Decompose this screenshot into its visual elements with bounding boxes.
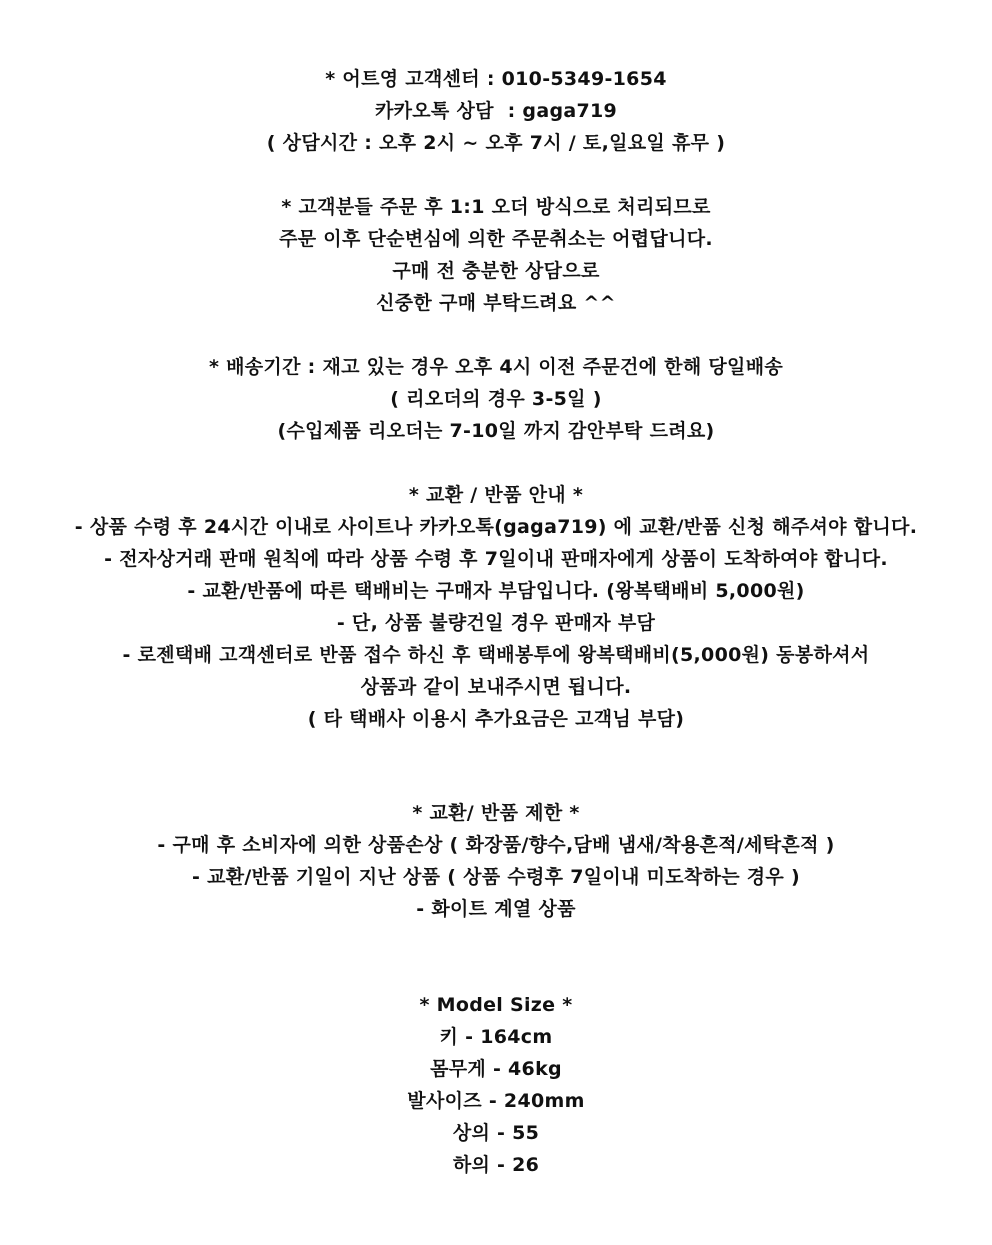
- order-notice-line: 신중한 구매 부탁드려요 ^^: [376, 292, 616, 314]
- contact-section: [0, 63, 992, 159]
- exchange-guide-line: ( 타 택배사 이용시 추가요금은 고객님 부담): [307, 708, 685, 730]
- exchange-guide-line: - 상품 수령 후 24시간 이내로 사이트나 카카오톡(gaga719) 에 교환/반품 신청 해주셔야 합니다.: [74, 516, 918, 538]
- exchange-limits-line: - 교환/반품 기일이 지난 상품 ( 상품 수령후 7일이내 미도착하는 경우 ): [192, 866, 800, 888]
- model-shoe-size: 발사이즈 - 240mm: [407, 1090, 585, 1112]
- shipping-line: (수입제품 리오더는 7-10일 까지 감안부탁 드려요): [277, 420, 715, 442]
- shipping-line: ( 리오더의 경우 3-5일 ): [390, 388, 602, 410]
- shipping-section: [0, 351, 992, 447]
- exchange-guide-line: 상품과 같이 보내주시면 됩니다.: [360, 676, 632, 698]
- notice-document: [0, 63, 992, 1181]
- exchange-guide-line: - 전자상거래 판매 원칙에 따라 상품 수령 후 7일이내 판매자에게 상품이 도착하여야 합니다.: [104, 548, 888, 570]
- kakaotalk-line: 카카오톡 상담 : gaga719: [374, 100, 618, 122]
- model-top-size: 상의 - 55: [452, 1122, 540, 1144]
- exchange-limits-title: * 교환/ 반품 제한 *: [412, 802, 580, 824]
- model-weight: 몸무게 - 46kg: [430, 1058, 562, 1080]
- model-height: 키 - 164cm: [439, 1026, 553, 1048]
- order-notice-line: 주문 이후 단순변심에 의한 주문취소는 어렵답니다.: [279, 228, 713, 250]
- exchange-guide-title: * 교환 / 반품 안내 *: [408, 484, 584, 506]
- exchange-guide-line: - 로젠택배 고객센터로 반품 접수 하신 후 택배봉투에 왕복택배비(5,000원) 동봉하셔서: [122, 644, 870, 666]
- exchange-limits-line: - 화이트 계열 상품: [416, 898, 576, 920]
- exchange-guide-section: [0, 479, 992, 735]
- order-notice-line: 구매 전 충분한 상담으로: [392, 260, 600, 282]
- order-notice-section: [0, 191, 992, 319]
- exchange-guide-line: - 교환/반품에 따른 택배비는 구매자 부담입니다. (왕복택배비 5,000원): [187, 580, 805, 602]
- model-bottom-size: 하의 - 26: [452, 1154, 540, 1176]
- exchange-limits-line: - 구매 후 소비자에 의한 상품손상 ( 화장품/향수,담배 냄새/착용흔적/세탁흔적 ): [157, 834, 835, 856]
- model-size-section: [0, 989, 992, 1181]
- consult-hours-line: ( 상담시간 : 오후 2시 ~ 오후 7시 / 토,일요일 휴무 ): [266, 132, 726, 154]
- exchange-guide-line: - 단, 상품 불량건일 경우 판매자 부담: [336, 612, 656, 634]
- exchange-limits-section: [0, 797, 992, 925]
- customer-center-line: * 어트영 고객센터 : 010-5349-1654: [325, 68, 667, 90]
- order-notice-line: * 고객분들 주문 후 1:1 오더 방식으로 처리되므로: [281, 196, 711, 218]
- shipping-line: * 배송기간 : 재고 있는 경우 오후 4시 이전 주문건에 한해 당일배송: [208, 356, 784, 378]
- model-size-title: * Model Size *: [419, 994, 573, 1016]
